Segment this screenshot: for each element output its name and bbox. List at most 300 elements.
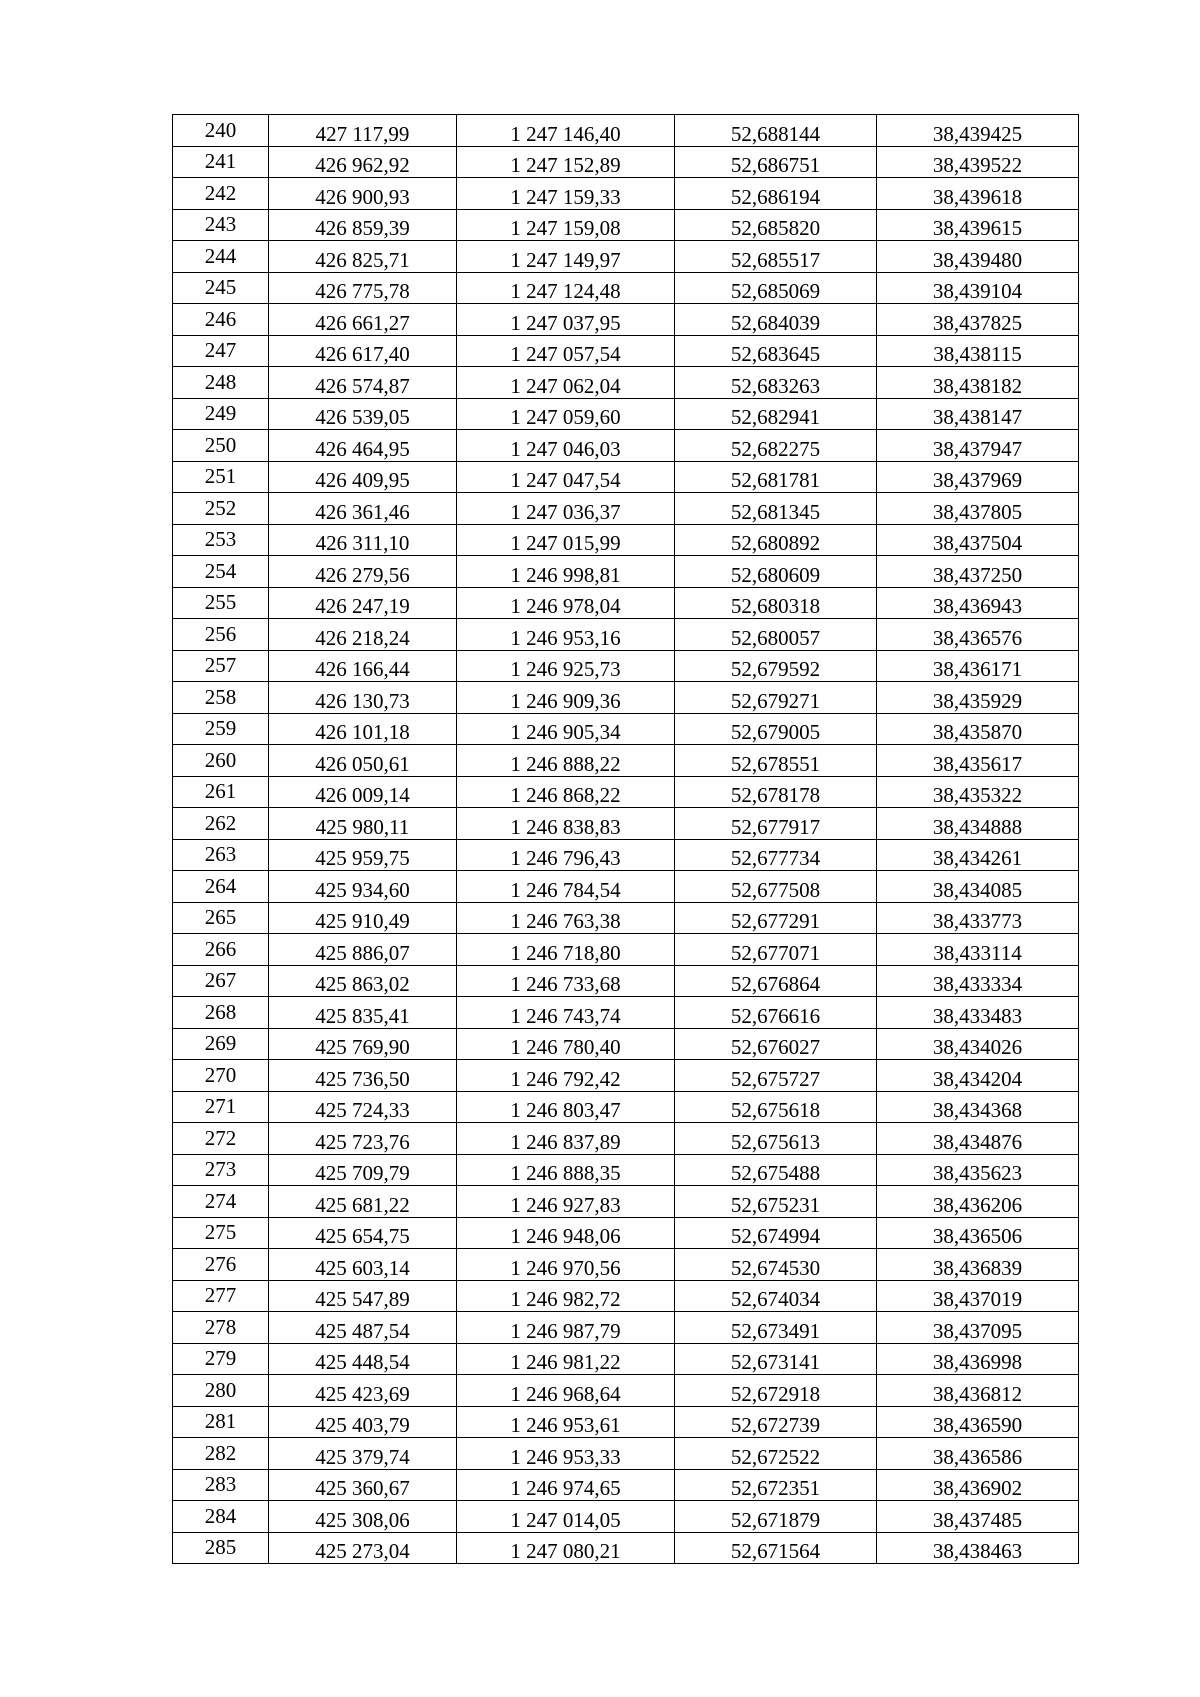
latitude-cell [675, 997, 877, 1029]
longitude-cell [877, 1123, 1079, 1155]
y-coordinate-cell [457, 713, 675, 745]
table-row [173, 745, 1079, 777]
y-coordinate-cell [457, 115, 675, 147]
longitude-cell [877, 146, 1079, 178]
table-row [173, 461, 1079, 493]
latitude-cell [675, 304, 877, 336]
cell-value: 260 [204, 747, 237, 772]
table-row [173, 493, 1079, 525]
point-number-cell [173, 272, 269, 304]
cell-value: 38,438463 [932, 1539, 1023, 1563]
longitude-cell [877, 1217, 1079, 1249]
latitude-cell [675, 650, 877, 682]
table-row [173, 367, 1079, 399]
cell-value: 274 [204, 1188, 237, 1213]
point-number-cell [173, 965, 269, 997]
x-coordinate-cell [269, 461, 457, 493]
cell-value: 52,675613 [730, 1129, 821, 1154]
table-row [173, 776, 1079, 808]
table-row [173, 934, 1079, 966]
cell-value: 1 246 905,34 [510, 720, 621, 744]
latitude-cell [675, 367, 877, 399]
x-coordinate-cell [269, 1312, 457, 1344]
cell-value: 1 247 014,05 [510, 1507, 621, 1532]
cell-value: 52,677291 [730, 909, 821, 933]
coordinates-table [172, 114, 1079, 1564]
cell-value: 52,680892 [730, 531, 821, 555]
point-number-cell [173, 1280, 269, 1312]
cell-value: 38,433483 [932, 1003, 1023, 1028]
longitude-cell [877, 1154, 1079, 1186]
y-coordinate-cell [457, 1186, 675, 1218]
x-coordinate-cell [269, 1469, 457, 1501]
y-coordinate-cell [457, 367, 675, 399]
x-coordinate-cell [269, 808, 457, 840]
cell-value: 52,686751 [730, 153, 821, 177]
cell-value: 272 [204, 1125, 237, 1150]
cell-value: 1 247 159,33 [510, 184, 621, 209]
y-coordinate-cell [457, 524, 675, 556]
point-number-cell [173, 1060, 269, 1092]
point-number-cell [173, 1406, 269, 1438]
latitude-cell [675, 619, 877, 651]
x-coordinate-cell [269, 241, 457, 273]
latitude-cell [675, 209, 877, 241]
cell-value: 278 [204, 1314, 237, 1339]
table-row [173, 808, 1079, 840]
longitude-cell [877, 1028, 1079, 1060]
cell-value: 425 835,41 [315, 1003, 410, 1028]
cell-value: 38,435623 [932, 1161, 1023, 1185]
x-coordinate-cell [269, 1375, 457, 1407]
cell-value: 38,438115 [933, 342, 1022, 366]
y-coordinate-cell [457, 776, 675, 808]
cell-value: 426 859,39 [315, 216, 410, 240]
point-number-cell [173, 304, 269, 336]
y-coordinate-cell [457, 272, 675, 304]
cell-value: 38,437825 [932, 310, 1023, 335]
longitude-cell [877, 304, 1079, 336]
cell-value: 257 [204, 653, 237, 677]
cell-value: 38,437095 [932, 1318, 1023, 1343]
cell-value: 276 [204, 1251, 237, 1276]
x-coordinate-cell [269, 1501, 457, 1533]
x-coordinate-cell [269, 1438, 457, 1470]
cell-value: 52,677734 [730, 846, 821, 870]
point-number-cell [173, 713, 269, 745]
y-coordinate-cell [457, 461, 675, 493]
table-row [173, 178, 1079, 210]
cell-value: 279 [204, 1346, 237, 1370]
cell-value: 251 [204, 464, 237, 488]
cell-value: 271 [204, 1094, 237, 1118]
latitude-cell [675, 1343, 877, 1375]
latitude-cell [675, 1469, 877, 1501]
cell-value: 261 [204, 779, 237, 803]
cell-value: 425 423,69 [315, 1381, 410, 1406]
cell-value: 52,672918 [730, 1381, 821, 1406]
x-coordinate-cell [269, 1532, 457, 1564]
cell-value: 38,433114 [933, 940, 1022, 965]
cell-value: 1 246 948,06 [510, 1224, 621, 1248]
table-row [173, 1249, 1079, 1281]
table-row [173, 1060, 1079, 1092]
cell-value: 1 246 780,40 [510, 1035, 621, 1059]
cell-value: 275 [204, 1220, 237, 1244]
cell-value: 38,435322 [932, 783, 1023, 807]
cell-value: 1 247 062,04 [510, 373, 621, 398]
cell-value: 38,437485 [932, 1507, 1023, 1532]
table-row [173, 430, 1079, 462]
cell-value: 38,434368 [932, 1098, 1023, 1122]
cell-value: 1 247 124,48 [510, 279, 621, 303]
cell-value: 425 959,75 [315, 846, 410, 870]
x-coordinate-cell [269, 1123, 457, 1155]
cell-value: 268 [204, 999, 237, 1024]
cell-value: 1 247 152,89 [510, 153, 621, 177]
cell-value: 269 [204, 1031, 237, 1055]
point-number-cell [173, 1312, 269, 1344]
cell-value: 425 910,49 [315, 909, 410, 933]
x-coordinate-cell [269, 934, 457, 966]
point-number-cell [173, 1469, 269, 1501]
y-coordinate-cell [457, 1532, 675, 1564]
coordinates-table-body [173, 115, 1079, 1564]
cell-value: 425 934,60 [315, 877, 410, 902]
y-coordinate-cell [457, 902, 675, 934]
cell-value: 52,682275 [730, 436, 821, 461]
longitude-cell [877, 965, 1079, 997]
cell-value: 267 [204, 968, 237, 992]
cell-value: 38,434261 [932, 846, 1023, 870]
cell-value: 38,436206 [932, 1192, 1023, 1217]
y-coordinate-cell [457, 556, 675, 588]
table-row [173, 1312, 1079, 1344]
longitude-cell [877, 493, 1079, 525]
cell-value: 281 [204, 1409, 237, 1433]
cell-value: 52,679271 [730, 688, 821, 713]
longitude-cell [877, 1375, 1079, 1407]
longitude-cell [877, 1501, 1079, 1533]
cell-value: 38,436586 [932, 1444, 1023, 1469]
longitude-cell [877, 587, 1079, 619]
latitude-cell [675, 272, 877, 304]
cell-value: 1 246 868,22 [510, 783, 621, 807]
longitude-cell [877, 839, 1079, 871]
latitude-cell [675, 1217, 877, 1249]
point-number-cell [173, 1249, 269, 1281]
longitude-cell [877, 1060, 1079, 1092]
cell-value: 38,434876 [932, 1129, 1023, 1154]
cell-value: 426 101,18 [315, 720, 410, 744]
table-row [173, 335, 1079, 367]
point-number-cell [173, 1123, 269, 1155]
point-number-cell [173, 241, 269, 273]
cell-value: 52,673491 [730, 1318, 821, 1343]
cell-value: 38,436812 [932, 1381, 1023, 1406]
x-coordinate-cell [269, 997, 457, 1029]
latitude-cell [675, 1060, 877, 1092]
cell-value: 52,676027 [730, 1035, 821, 1059]
cell-value: 38,439615 [932, 216, 1023, 240]
x-coordinate-cell [269, 1343, 457, 1375]
cell-value: 426 617,40 [315, 342, 410, 366]
y-coordinate-cell [457, 871, 675, 903]
cell-value: 38,435617 [932, 751, 1023, 776]
latitude-cell [675, 934, 877, 966]
cell-value: 52,680318 [730, 594, 821, 618]
cell-value: 1 247 037,95 [510, 310, 621, 335]
cell-value: 1 246 743,74 [510, 1003, 621, 1028]
table-row [173, 1186, 1079, 1218]
cell-value: 1 247 149,97 [510, 247, 621, 272]
y-coordinate-cell [457, 146, 675, 178]
longitude-cell [877, 745, 1079, 777]
y-coordinate-cell [457, 1249, 675, 1281]
longitude-cell [877, 682, 1079, 714]
point-number-cell [173, 1438, 269, 1470]
x-coordinate-cell [269, 493, 457, 525]
cell-value: 38,436839 [932, 1255, 1023, 1280]
longitude-cell [877, 1186, 1079, 1218]
longitude-cell [877, 241, 1079, 273]
point-number-cell [173, 808, 269, 840]
cell-value: 38,437947 [932, 436, 1023, 461]
longitude-cell [877, 1249, 1079, 1281]
cell-value: 52,673141 [730, 1350, 821, 1374]
point-number-cell [173, 146, 269, 178]
cell-value: 38,436902 [932, 1476, 1023, 1500]
y-coordinate-cell [457, 1217, 675, 1249]
y-coordinate-cell [457, 1343, 675, 1375]
x-coordinate-cell [269, 902, 457, 934]
cell-value: 38,439618 [932, 184, 1023, 209]
point-number-cell [173, 1343, 269, 1375]
cell-value: 1 246 796,43 [510, 846, 621, 870]
point-number-cell [173, 556, 269, 588]
cell-value: 38,433334 [932, 972, 1023, 996]
longitude-cell [877, 1280, 1079, 1312]
x-coordinate-cell [269, 776, 457, 808]
point-number-cell [173, 178, 269, 210]
longitude-cell [877, 1406, 1079, 1438]
cell-value: 247 [204, 338, 237, 362]
x-coordinate-cell [269, 115, 457, 147]
cell-value: 425 709,79 [315, 1161, 410, 1185]
point-number-cell [173, 934, 269, 966]
cell-value: 38,437019 [932, 1287, 1023, 1311]
cell-value: 426 361,46 [315, 499, 410, 524]
latitude-cell [675, 524, 877, 556]
cell-value: 52,671879 [730, 1507, 821, 1532]
cell-value: 52,672739 [730, 1413, 821, 1437]
cell-value: 38,439104 [932, 279, 1023, 303]
longitude-cell [877, 619, 1079, 651]
cell-value: 426 409,95 [315, 468, 410, 492]
latitude-cell [675, 1028, 877, 1060]
cell-value: 1 246 909,36 [510, 688, 621, 713]
cell-value: 1 246 838,83 [510, 814, 621, 839]
x-coordinate-cell [269, 650, 457, 682]
latitude-cell [675, 871, 877, 903]
x-coordinate-cell [269, 556, 457, 588]
cell-value: 425 547,89 [315, 1287, 410, 1311]
cell-value: 38,434204 [932, 1066, 1023, 1091]
cell-value: 38,438182 [932, 373, 1023, 398]
cell-value: 52,685517 [730, 247, 821, 272]
table-row [173, 902, 1079, 934]
x-coordinate-cell [269, 178, 457, 210]
x-coordinate-cell [269, 272, 457, 304]
cell-value: 52,675231 [730, 1192, 821, 1217]
point-number-cell [173, 619, 269, 651]
y-coordinate-cell [457, 1091, 675, 1123]
cell-value: 1 246 953,33 [510, 1444, 621, 1469]
cell-value: 1 247 057,54 [510, 342, 621, 366]
point-number-cell [173, 335, 269, 367]
longitude-cell [877, 713, 1079, 745]
table-row [173, 682, 1079, 714]
cell-value: 38,437805 [932, 499, 1023, 524]
cell-value: 52,678551 [730, 751, 821, 776]
y-coordinate-cell [457, 1123, 675, 1155]
x-coordinate-cell [269, 1249, 457, 1281]
table-row [173, 272, 1079, 304]
cell-value: 52,685820 [730, 216, 821, 240]
cell-value: 1 247 015,99 [510, 531, 621, 555]
table-row [173, 115, 1079, 147]
y-coordinate-cell [457, 1060, 675, 1092]
cell-value: 426 247,19 [315, 594, 410, 618]
latitude-cell [675, 965, 877, 997]
latitude-cell [675, 115, 877, 147]
cell-value: 426 166,44 [315, 657, 410, 681]
cell-value: 38,434026 [932, 1035, 1023, 1059]
cell-value: 426 464,95 [315, 436, 410, 461]
longitude-cell [877, 461, 1079, 493]
cell-value: 243 [204, 212, 237, 236]
point-number-cell [173, 650, 269, 682]
cell-value: 273 [204, 1157, 237, 1181]
longitude-cell [877, 272, 1079, 304]
y-coordinate-cell [457, 430, 675, 462]
cell-value: 264 [204, 873, 237, 898]
y-coordinate-cell [457, 619, 675, 651]
point-number-cell [173, 776, 269, 808]
cell-value: 52,675727 [730, 1066, 821, 1091]
cell-value: 425 379,74 [315, 1444, 410, 1469]
cell-value: 426 009,14 [315, 783, 410, 807]
point-number-cell [173, 209, 269, 241]
cell-value: 1 246 953,16 [510, 625, 621, 650]
cell-value: 1 246 888,35 [510, 1161, 621, 1185]
cell-value: 426 311,10 [315, 531, 410, 555]
latitude-cell [675, 241, 877, 273]
cell-value: 52,682941 [730, 405, 821, 429]
longitude-cell [877, 902, 1079, 934]
table-row [173, 619, 1079, 651]
x-coordinate-cell [269, 587, 457, 619]
y-coordinate-cell [457, 304, 675, 336]
y-coordinate-cell [457, 1438, 675, 1470]
y-coordinate-cell [457, 997, 675, 1029]
latitude-cell [675, 493, 877, 525]
table-row [173, 871, 1079, 903]
cell-value: 1 246 968,64 [510, 1381, 621, 1406]
point-number-cell [173, 115, 269, 147]
cell-value: 425 360,67 [315, 1476, 410, 1500]
latitude-cell [675, 808, 877, 840]
cell-value: 426 130,73 [315, 688, 410, 713]
cell-value: 38,434085 [932, 877, 1023, 902]
table-row [173, 997, 1079, 1029]
longitude-cell [877, 997, 1079, 1029]
cell-value: 248 [204, 369, 237, 394]
latitude-cell [675, 1501, 877, 1533]
cell-value: 265 [204, 905, 237, 929]
latitude-cell [675, 1280, 877, 1312]
table-row [173, 713, 1079, 745]
table-row [173, 587, 1079, 619]
x-coordinate-cell [269, 398, 457, 430]
cell-value: 38,433773 [932, 909, 1023, 933]
cell-value: 1 246 974,65 [510, 1476, 621, 1500]
cell-value: 52,677917 [730, 814, 821, 839]
cell-value: 52,688144 [730, 121, 821, 146]
cell-value: 426 539,05 [315, 405, 410, 429]
cell-value: 425 654,75 [315, 1224, 410, 1248]
x-coordinate-cell [269, 209, 457, 241]
latitude-cell [675, 430, 877, 462]
y-coordinate-cell [457, 934, 675, 966]
point-number-cell [173, 871, 269, 903]
x-coordinate-cell [269, 1217, 457, 1249]
point-number-cell [173, 524, 269, 556]
longitude-cell [877, 178, 1079, 210]
latitude-cell [675, 745, 877, 777]
table-row [173, 965, 1079, 997]
cell-value: 1 246 998,81 [510, 562, 621, 587]
cell-value: 38,437969 [932, 468, 1023, 492]
cell-value: 253 [204, 527, 237, 551]
cell-value: 1 247 146,40 [510, 121, 621, 146]
point-number-cell [173, 997, 269, 1029]
latitude-cell [675, 1123, 877, 1155]
table-row [173, 1375, 1079, 1407]
x-coordinate-cell [269, 839, 457, 871]
cell-value: 52,674994 [730, 1224, 821, 1248]
cell-value: 1 246 837,89 [510, 1129, 621, 1154]
cell-value: 250 [204, 432, 237, 457]
cell-value: 426 574,87 [315, 373, 410, 398]
point-number-cell [173, 1217, 269, 1249]
cell-value: 277 [204, 1283, 237, 1307]
cell-value: 38,439480 [932, 247, 1023, 272]
y-coordinate-cell [457, 682, 675, 714]
table-row [173, 1532, 1079, 1564]
longitude-cell [877, 115, 1079, 147]
cell-value: 52,677071 [730, 940, 821, 965]
cell-value: 52,678178 [730, 783, 821, 807]
cell-value: 245 [204, 275, 237, 299]
table-row [173, 146, 1079, 178]
cell-value: 1 247 047,54 [510, 468, 621, 492]
point-number-cell [173, 1501, 269, 1533]
y-coordinate-cell [457, 839, 675, 871]
longitude-cell [877, 524, 1079, 556]
cell-value: 38,438147 [932, 405, 1023, 429]
cell-value: 425 448,54 [315, 1350, 410, 1374]
